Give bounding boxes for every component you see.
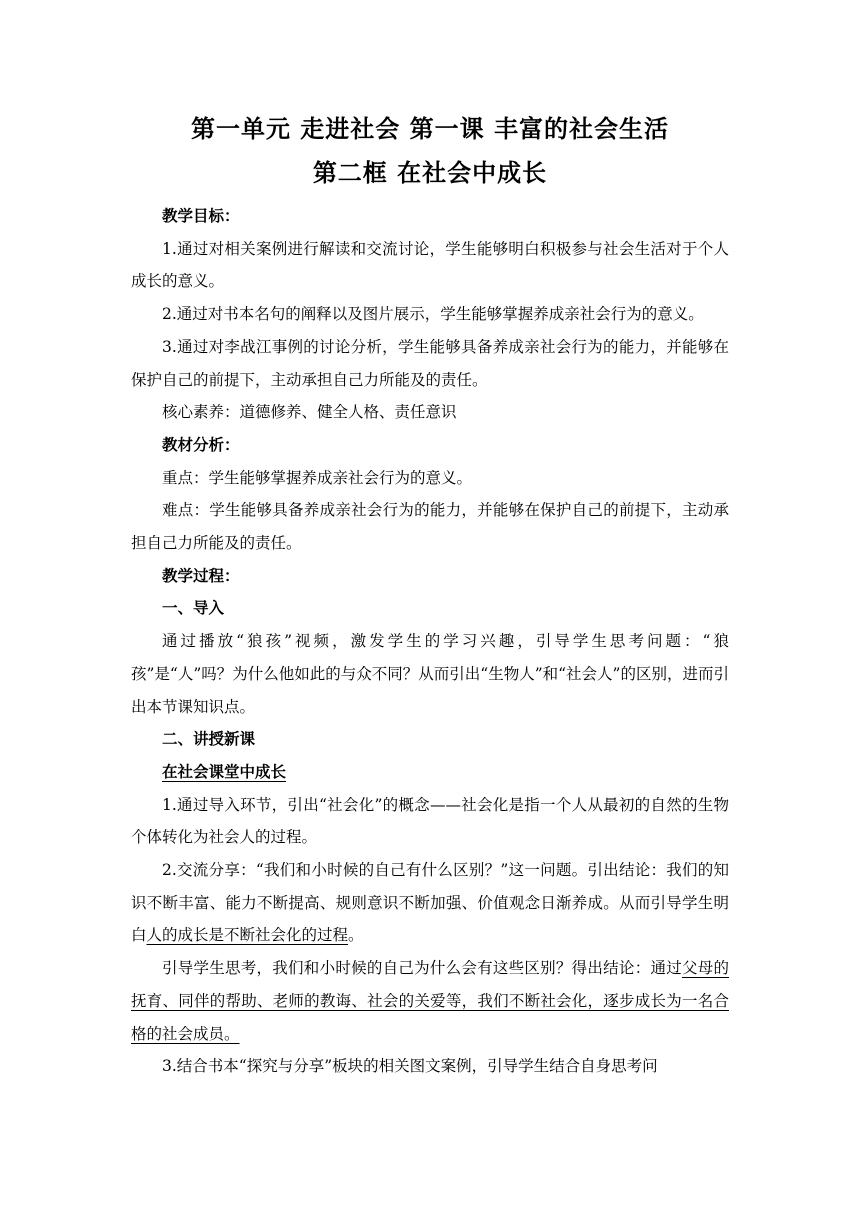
guide-text: 引导学生思考，我们和小时候的自己为什么会有这些区别？得出结论：通过 — [162, 959, 682, 978]
lesson-item-2-conclusion: 人的成长是不断社会化的过程 — [146, 926, 349, 945]
analysis-heading: 教材分析： — [162, 435, 240, 454]
key-point: 重点：学生能够掌握养成亲社会行为的意义。 — [162, 468, 473, 487]
objectives-heading: 教学目标： — [162, 207, 240, 225]
lesson-item-3: 3.结合书本“探究与分享”板块的相关图文案例，引导学生结合自身思考问 — [162, 1057, 658, 1076]
guide-paragraph — [131, 952, 729, 1050]
subheading: 在社会课堂中成长 — [162, 762, 287, 781]
section-intro-heading: 一、导入 — [162, 599, 225, 618]
objective-item-1: 1.通过对相关案例进行解读和交流讨论，学生能够明白积极参与社会生活对于个人成长的意义。 — [131, 239, 729, 291]
section-new-lesson-heading: 二、讲授新课 — [162, 730, 256, 749]
difficulty-point: 难点：学生能够具备养成亲社会行为的能力，并能够在保护自己的前提下，主动承担自己力所能及的责任。 — [131, 501, 729, 553]
lesson-item-2-end: 。 — [348, 926, 364, 945]
section-intro-text: 通过播放“狼孩”视频，激发学生的学习兴趣，引导学生思考问题：“狼孩”是“人”吗？为什么他如此的与众不同？从而引出“生物人”和“社会人”的区别，进而引出本节课知识点。 — [131, 632, 729, 716]
process-heading: 教学过程： — [162, 566, 240, 585]
lesson-item-1: 1.通过导入环节，引出“社会化”的概念——社会化是指一个人从最初的自然的生物个体转化为社会人的过程。 — [131, 795, 729, 847]
lesson-item-2 — [131, 854, 729, 952]
subheading-paragraph — [131, 756, 729, 789]
objective-item-2: 2.通过对书本名句的阐释以及图片展示，学生能够掌握养成亲社会行为的意义。 — [162, 305, 704, 324]
objective-item-3: 3.通过对李战江事例的讨论分析，学生能够具备养成亲社会行为的能力，并能够在保护自己的前提下，主动承担自己力所能及的责任。 — [131, 337, 729, 389]
section-title: 第二框 在社会中成长 — [312, 159, 548, 187]
guide-conclusion: 父母的抚育、同伴的帮助、老师的教诲、社会的关爱等，我们不断社会化，逐步成长为一名合格的社会成员。 — [131, 959, 729, 1043]
core-literacy: 核心素养：道德修养、健全人格、责任意识 — [162, 403, 457, 422]
unit-lesson-title: 第一单元 走进社会 第一课 丰富的社会生活 — [190, 115, 670, 143]
lesson-item-2-text: 2.交流分享：“我们和小时候的自己有什么区别？”这一问题。引出结论：我们的知识不断丰富、能力不断提高、规则意识不断加强、价值观念日渐养成。从而引导学生明白 — [131, 861, 729, 945]
document-body — [131, 200, 729, 1083]
